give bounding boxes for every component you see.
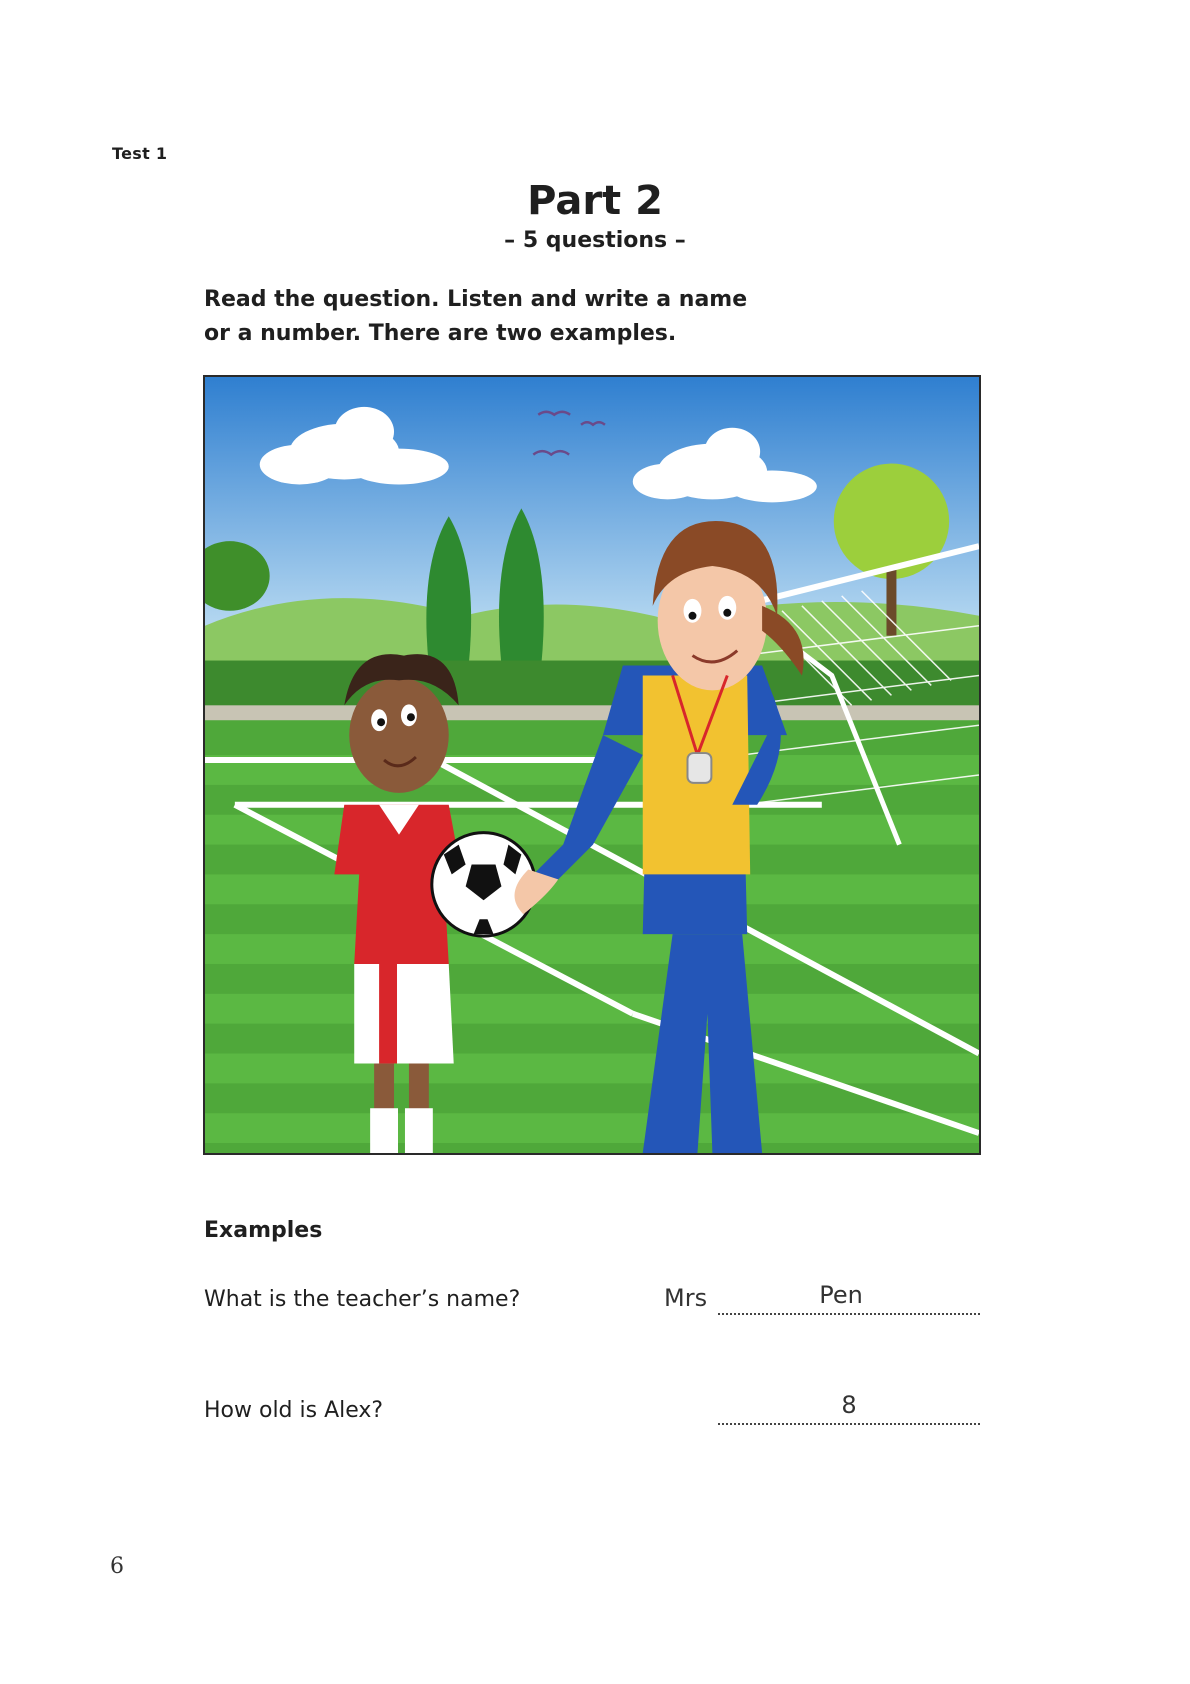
answer-field-2[interactable] [718,1393,980,1425]
part-subtitle: – 5 questions – [504,228,686,253]
football-coach-illustration [203,375,981,1155]
answer-text-1: Pen [819,1281,863,1309]
example-question-2: How old is Alex? [204,1398,384,1423]
answer-text-2: 8 [841,1391,857,1419]
hedge [205,661,979,711]
answer-field-1[interactable] [718,1283,980,1315]
examples-heading: Examples [204,1218,323,1243]
instructions-line-2: or a number. There are two examples. [204,321,677,346]
page-number: 6 [110,1554,124,1579]
tree-right [834,464,949,579]
test-label: Test 1 [112,144,168,163]
part-title: Part 2 [527,178,663,224]
instructions-line-1: Read the question. Listen and write a name [204,287,748,312]
example-question-1: What is the teacher’s name? [204,1287,521,1312]
instructions [204,283,764,351]
answer-prefix-1: Mrs [664,1284,708,1312]
